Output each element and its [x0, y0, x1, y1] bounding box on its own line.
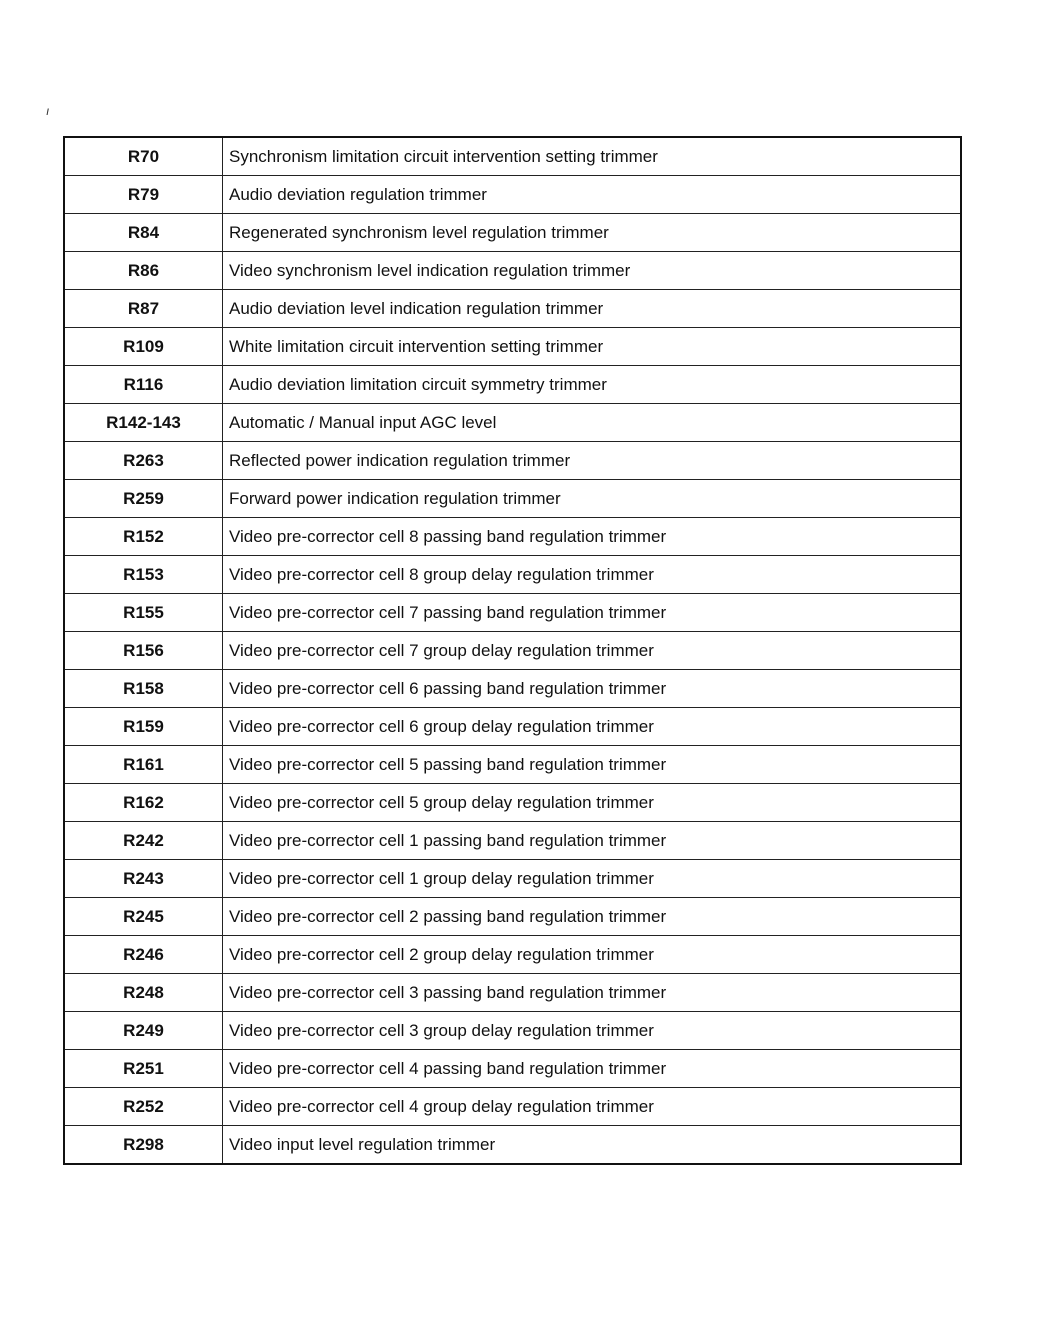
table-row	[64, 556, 961, 594]
table-row	[64, 290, 961, 328]
table-row	[64, 137, 961, 176]
trimmer-ref-cell: R248	[64, 974, 223, 1012]
trimmer-description-cell: Video pre-corrector cell 8 passing band regulation trimmer	[223, 518, 962, 556]
table-row	[64, 898, 961, 936]
table-row	[64, 480, 961, 518]
table-row	[64, 784, 961, 822]
trimmer-ref-cell: R252	[64, 1088, 223, 1126]
trimmer-description-cell: Video pre-corrector cell 8 group delay regulation trimmer	[223, 556, 962, 594]
trimmer-ref-cell: R116	[64, 366, 223, 404]
trimmer-description-cell: White limitation circuit intervention setting trimmer	[223, 328, 962, 366]
trimmer-description-cell: Video pre-corrector cell 3 passing band regulation trimmer	[223, 974, 962, 1012]
trimmer-ref-cell: R243	[64, 860, 223, 898]
table-row	[64, 822, 961, 860]
trimmer-ref-cell: R162	[64, 784, 223, 822]
table-row	[64, 176, 961, 214]
trimmer-ref-cell: R79	[64, 176, 223, 214]
trimmer-description-cell: Video pre-corrector cell 5 passing band regulation trimmer	[223, 746, 962, 784]
table-row	[64, 1088, 961, 1126]
trimmer-ref-cell: R84	[64, 214, 223, 252]
trimmer-description-cell: Regenerated synchronism level regulation trimmer	[223, 214, 962, 252]
trimmer-ref-cell: R249	[64, 1012, 223, 1050]
trimmer-ref-cell: R245	[64, 898, 223, 936]
table-row	[64, 328, 961, 366]
table-row	[64, 214, 961, 252]
trimmer-description-cell: Video input level regulation trimmer	[223, 1126, 962, 1165]
trimmer-ref-cell: R152	[64, 518, 223, 556]
trimmer-description-cell: Forward power indication regulation trimmer	[223, 480, 962, 518]
trimmer-ref-cell: R155	[64, 594, 223, 632]
trimmer-ref-cell: R251	[64, 1050, 223, 1088]
trimmer-description-cell: Reflected power indication regulation trimmer	[223, 442, 962, 480]
trimmer-ref-cell: R242	[64, 822, 223, 860]
table-row	[64, 1050, 961, 1088]
trimmer-description-cell: Audio deviation level indication regulation trimmer	[223, 290, 962, 328]
trimmer-ref-cell: R153	[64, 556, 223, 594]
table-row	[64, 632, 961, 670]
table-row	[64, 746, 961, 784]
trimmer-ref-cell: R86	[64, 252, 223, 290]
trimmer-description-cell: Video pre-corrector cell 1 group delay regulation trimmer	[223, 860, 962, 898]
trimmer-description-cell: Video pre-corrector cell 4 passing band regulation trimmer	[223, 1050, 962, 1088]
trimmer-description-cell: Video pre-corrector cell 7 passing band regulation trimmer	[223, 594, 962, 632]
trimmer-ref-cell: R161	[64, 746, 223, 784]
trimmer-ref-cell: R87	[64, 290, 223, 328]
trimmer-ref-cell: R159	[64, 708, 223, 746]
trimmer-ref-cell: R109	[64, 328, 223, 366]
trimmer-description-cell: Video synchronism level indication regulation trimmer	[223, 252, 962, 290]
table-row	[64, 252, 961, 290]
trimmer-description-cell: Video pre-corrector cell 6 group delay regulation trimmer	[223, 708, 962, 746]
trimmer-description-cell: Video pre-corrector cell 7 group delay regulation trimmer	[223, 632, 962, 670]
table-row	[64, 594, 961, 632]
table-row	[64, 518, 961, 556]
trimmer-description-cell: Audio deviation limitation circuit symmetry trimmer	[223, 366, 962, 404]
table-row	[64, 860, 961, 898]
table-row	[64, 366, 961, 404]
trimmer-description-cell: Video pre-corrector cell 4 group delay regulation trimmer	[223, 1088, 962, 1126]
trimmer-table	[63, 136, 962, 1165]
page-mark: ı	[46, 104, 50, 118]
table-row	[64, 1012, 961, 1050]
trimmer-ref-cell: R259	[64, 480, 223, 518]
trimmer-ref-cell: R156	[64, 632, 223, 670]
table-row	[64, 936, 961, 974]
trimmer-ref-cell: R158	[64, 670, 223, 708]
trimmer-description-cell: Video pre-corrector cell 6 passing band regulation trimmer	[223, 670, 962, 708]
trimmer-description-cell: Automatic / Manual input AGC level	[223, 404, 962, 442]
trimmer-description-cell: Video pre-corrector cell 3 group delay regulation trimmer	[223, 1012, 962, 1050]
table-row	[64, 404, 961, 442]
trimmer-description-cell: Video pre-corrector cell 1 passing band regulation trimmer	[223, 822, 962, 860]
trimmer-description-cell: Audio deviation regulation trimmer	[223, 176, 962, 214]
trimmer-description-cell: Video pre-corrector cell 2 group delay regulation trimmer	[223, 936, 962, 974]
trimmer-ref-cell: R246	[64, 936, 223, 974]
table-row	[64, 1126, 961, 1165]
trimmer-ref-cell: R263	[64, 442, 223, 480]
table-row	[64, 974, 961, 1012]
trimmer-description-cell: Synchronism limitation circuit intervention setting trimmer	[223, 137, 962, 176]
trimmer-ref-cell: R298	[64, 1126, 223, 1165]
trimmer-ref-cell: R142-143	[64, 404, 223, 442]
trimmer-description-cell: Video pre-corrector cell 5 group delay regulation trimmer	[223, 784, 962, 822]
table-row	[64, 442, 961, 480]
table-row	[64, 670, 961, 708]
trimmer-ref-cell: R70	[64, 137, 223, 176]
trimmer-description-cell: Video pre-corrector cell 2 passing band regulation trimmer	[223, 898, 962, 936]
table-row	[64, 708, 961, 746]
table-body	[64, 137, 961, 1164]
